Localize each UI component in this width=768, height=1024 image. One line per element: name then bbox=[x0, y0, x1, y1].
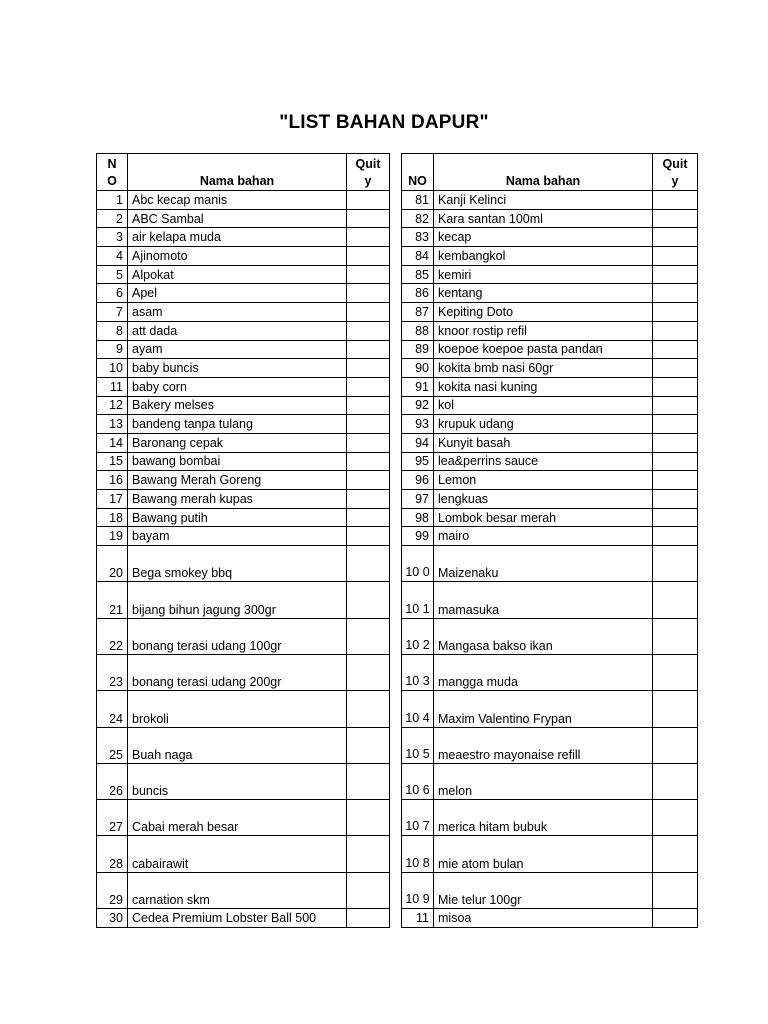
row-number: 92 bbox=[402, 396, 434, 415]
quantity-cell[interactable] bbox=[347, 209, 390, 228]
table-row bbox=[97, 228, 390, 247]
ingredient-name: bayam bbox=[128, 527, 347, 546]
quantity-cell[interactable] bbox=[653, 377, 698, 396]
ingredient-name: bonang terasi udang 100gr bbox=[128, 618, 347, 654]
quantity-cell[interactable] bbox=[347, 763, 390, 799]
quantity-cell[interactable] bbox=[653, 191, 698, 210]
quantity-cell[interactable] bbox=[347, 618, 390, 654]
quantity-cell[interactable] bbox=[653, 209, 698, 228]
quantity-cell[interactable] bbox=[653, 433, 698, 452]
quantity-cell[interactable] bbox=[653, 727, 698, 763]
quantity-cell[interactable] bbox=[347, 415, 390, 434]
row-number: 28 bbox=[97, 836, 128, 872]
ingredient-name: air kelapa muda bbox=[128, 228, 347, 247]
ingredient-name: mamasuka bbox=[434, 582, 653, 618]
ingredient-name: kembangkol bbox=[434, 247, 653, 266]
table-row bbox=[97, 527, 390, 546]
ingredient-name: Cabai merah besar bbox=[128, 800, 347, 836]
table-row bbox=[402, 191, 698, 210]
table-row bbox=[97, 618, 390, 654]
table-row bbox=[97, 691, 390, 727]
ingredient-name: Kanji Kelinci bbox=[434, 191, 653, 210]
quantity-cell[interactable] bbox=[653, 247, 698, 266]
row-number: 4 bbox=[97, 247, 128, 266]
quantity-cell[interactable] bbox=[653, 800, 698, 836]
table-row bbox=[402, 433, 698, 452]
table-row bbox=[97, 377, 390, 396]
row-number: 10 3 bbox=[402, 654, 434, 690]
ingredient-name: mie atom bulan bbox=[434, 836, 653, 872]
row-number: 29 bbox=[97, 872, 128, 908]
table-row bbox=[402, 654, 698, 690]
table-row bbox=[402, 763, 698, 799]
ingredient-name: att dada bbox=[128, 321, 347, 340]
ingredient-name: bonang terasi udang 200gr bbox=[128, 654, 347, 690]
table-row bbox=[402, 321, 698, 340]
table-row bbox=[97, 909, 390, 928]
row-number: 10 9 bbox=[402, 872, 434, 908]
ingredient-name: kentang bbox=[434, 284, 653, 303]
row-number: 18 bbox=[97, 508, 128, 527]
row-number: 10 4 bbox=[402, 691, 434, 727]
row-number: 24 bbox=[97, 691, 128, 727]
row-number: 1 bbox=[97, 191, 128, 210]
table-row bbox=[402, 247, 698, 266]
quantity-cell[interactable] bbox=[347, 727, 390, 763]
table-row bbox=[402, 508, 698, 527]
table-row bbox=[97, 508, 390, 527]
ingredient-name: Alpokat bbox=[128, 265, 347, 284]
table-row bbox=[402, 340, 698, 359]
ingredient-name: kemiri bbox=[434, 265, 653, 284]
quantity-cell[interactable] bbox=[347, 872, 390, 908]
row-number: 86 bbox=[402, 284, 434, 303]
table-row bbox=[97, 582, 390, 618]
row-number: 2 bbox=[97, 209, 128, 228]
quantity-cell[interactable] bbox=[653, 303, 698, 322]
ingredient-name: kokita bmb nasi 60gr bbox=[434, 359, 653, 378]
quantity-cell[interactable] bbox=[653, 546, 698, 582]
ingredient-name: Abc kecap manis bbox=[128, 191, 347, 210]
row-number: 21 bbox=[97, 582, 128, 618]
ingredient-table-left bbox=[96, 153, 390, 928]
ingredient-name: Kara santan 100ml bbox=[434, 209, 653, 228]
quantity-cell[interactable] bbox=[653, 654, 698, 690]
quantity-cell[interactable] bbox=[653, 490, 698, 509]
ingredient-name: mangga muda bbox=[434, 654, 653, 690]
quantity-cell[interactable] bbox=[347, 527, 390, 546]
row-number: 9 bbox=[97, 340, 128, 359]
row-number: 96 bbox=[402, 471, 434, 490]
row-number: 10 bbox=[97, 359, 128, 378]
table-row bbox=[97, 209, 390, 228]
quantity-cell[interactable] bbox=[653, 340, 698, 359]
ingredient-name: misoa bbox=[434, 909, 653, 928]
row-number: 8 bbox=[97, 321, 128, 340]
row-number: 87 bbox=[402, 303, 434, 322]
ingredient-name: Kunyit basah bbox=[434, 433, 653, 452]
header-qty: Quit y bbox=[347, 154, 390, 191]
ingredient-name: Lemon bbox=[434, 471, 653, 490]
table-row bbox=[97, 763, 390, 799]
table-row bbox=[97, 415, 390, 434]
quantity-cell[interactable] bbox=[347, 359, 390, 378]
ingredient-name: bijang bihun jagung 300gr bbox=[128, 582, 347, 618]
row-number: 95 bbox=[402, 452, 434, 471]
ingredient-name: Mie telur 100gr bbox=[434, 872, 653, 908]
ingredient-name: bandeng tanpa tulang bbox=[128, 415, 347, 434]
row-number: 16 bbox=[97, 471, 128, 490]
quantity-cell[interactable] bbox=[653, 452, 698, 471]
row-number: 97 bbox=[402, 490, 434, 509]
row-number: 3 bbox=[97, 228, 128, 247]
header-no: NO bbox=[402, 154, 434, 191]
table-row bbox=[402, 909, 698, 928]
quantity-cell[interactable] bbox=[653, 527, 698, 546]
ingredient-name: lengkuas bbox=[434, 490, 653, 509]
ingredient-name: Apel bbox=[128, 284, 347, 303]
quantity-cell[interactable] bbox=[653, 284, 698, 303]
quantity-cell[interactable] bbox=[347, 546, 390, 582]
row-number: 99 bbox=[402, 527, 434, 546]
ingredient-name: Buah naga bbox=[128, 727, 347, 763]
row-number: 93 bbox=[402, 415, 434, 434]
table-row bbox=[97, 800, 390, 836]
table-row bbox=[402, 872, 698, 908]
table-row bbox=[402, 582, 698, 618]
quantity-cell[interactable] bbox=[347, 228, 390, 247]
row-number: 13 bbox=[97, 415, 128, 434]
table-row bbox=[402, 377, 698, 396]
row-number: 10 6 bbox=[402, 763, 434, 799]
quantity-cell[interactable] bbox=[347, 691, 390, 727]
row-number: 27 bbox=[97, 800, 128, 836]
ingredient-name: brokoli bbox=[128, 691, 347, 727]
row-number: 20 bbox=[97, 546, 128, 582]
table-row bbox=[97, 872, 390, 908]
table-row bbox=[402, 836, 698, 872]
table-row bbox=[402, 618, 698, 654]
row-number: 14 bbox=[97, 433, 128, 452]
table-row bbox=[97, 836, 390, 872]
row-number: 10 7 bbox=[402, 800, 434, 836]
quantity-cell[interactable] bbox=[653, 618, 698, 654]
row-number: 23 bbox=[97, 654, 128, 690]
ingredient-name: kol bbox=[434, 396, 653, 415]
row-number: 15 bbox=[97, 452, 128, 471]
table-row bbox=[97, 284, 390, 303]
ingredient-name: Bega smokey bbq bbox=[128, 546, 347, 582]
row-number: 89 bbox=[402, 340, 434, 359]
ingredient-name: koepoe koepoe pasta pandan bbox=[434, 340, 653, 359]
header-name: Nama bahan bbox=[128, 154, 347, 191]
table-row bbox=[402, 415, 698, 434]
row-number: 88 bbox=[402, 321, 434, 340]
ingredient-name: Ajinomoto bbox=[128, 247, 347, 266]
quantity-cell[interactable] bbox=[653, 228, 698, 247]
header-qty: Quit y bbox=[653, 154, 698, 191]
table-row bbox=[402, 546, 698, 582]
table-row bbox=[402, 490, 698, 509]
quantity-cell[interactable] bbox=[653, 691, 698, 727]
ingredient-name: baby corn bbox=[128, 377, 347, 396]
quantity-cell[interactable] bbox=[653, 359, 698, 378]
quantity-cell[interactable] bbox=[347, 284, 390, 303]
table-row bbox=[97, 546, 390, 582]
row-number: 26 bbox=[97, 763, 128, 799]
row-number: 11 bbox=[97, 377, 128, 396]
ingredient-name: ABC Sambal bbox=[128, 209, 347, 228]
quantity-cell[interactable] bbox=[653, 836, 698, 872]
ingredient-name: asam bbox=[128, 303, 347, 322]
table-row bbox=[97, 654, 390, 690]
quantity-cell[interactable] bbox=[653, 265, 698, 284]
row-number: 22 bbox=[97, 618, 128, 654]
ingredient-table-right bbox=[401, 153, 698, 928]
table-row bbox=[97, 321, 390, 340]
row-number: 84 bbox=[402, 247, 434, 266]
header-name: Nama bahan bbox=[434, 154, 653, 191]
table-row bbox=[402, 228, 698, 247]
row-number: 30 bbox=[97, 909, 128, 928]
quantity-cell[interactable] bbox=[347, 909, 390, 928]
quantity-cell[interactable] bbox=[653, 872, 698, 908]
row-number: 90 bbox=[402, 359, 434, 378]
ingredient-name: kecap bbox=[434, 228, 653, 247]
ingredient-name: Mangasa bakso ikan bbox=[434, 618, 653, 654]
ingredient-name: Kepiting Doto bbox=[434, 303, 653, 322]
header-no: N O bbox=[97, 154, 128, 191]
ingredient-name: knoor rostip refil bbox=[434, 321, 653, 340]
quantity-cell[interactable] bbox=[347, 800, 390, 836]
row-number: 10 5 bbox=[402, 727, 434, 763]
ingredient-name: kokita nasi kuning bbox=[434, 377, 653, 396]
table-row bbox=[402, 471, 698, 490]
ingredient-name: meaestro mayonaise refill bbox=[434, 727, 653, 763]
ingredient-name: ayam bbox=[128, 340, 347, 359]
ingredient-name: krupuk udang bbox=[434, 415, 653, 434]
table-row bbox=[402, 452, 698, 471]
quantity-cell[interactable] bbox=[347, 582, 390, 618]
row-number: 25 bbox=[97, 727, 128, 763]
table-row bbox=[97, 433, 390, 452]
quantity-cell[interactable] bbox=[653, 909, 698, 928]
quantity-cell[interactable] bbox=[347, 508, 390, 527]
row-number: 81 bbox=[402, 191, 434, 210]
ingredient-name: melon bbox=[434, 763, 653, 799]
quantity-cell[interactable] bbox=[653, 508, 698, 527]
quantity-cell[interactable] bbox=[653, 582, 698, 618]
table-row bbox=[97, 490, 390, 509]
table-row bbox=[97, 452, 390, 471]
quantity-cell[interactable] bbox=[653, 396, 698, 415]
row-number: 82 bbox=[402, 209, 434, 228]
quantity-cell[interactable] bbox=[347, 321, 390, 340]
quantity-cell[interactable] bbox=[347, 247, 390, 266]
quantity-cell[interactable] bbox=[653, 763, 698, 799]
ingredient-name: Bawang Merah Goreng bbox=[128, 471, 347, 490]
row-number: 10 2 bbox=[402, 618, 434, 654]
table-row bbox=[97, 247, 390, 266]
table-row bbox=[97, 303, 390, 322]
row-number: 85 bbox=[402, 265, 434, 284]
quantity-cell[interactable] bbox=[347, 654, 390, 690]
quantity-cell[interactable] bbox=[653, 471, 698, 490]
row-number: 6 bbox=[97, 284, 128, 303]
quantity-cell[interactable] bbox=[347, 471, 390, 490]
table-header-row bbox=[402, 154, 698, 191]
row-number: 10 0 bbox=[402, 546, 434, 582]
ingredient-name: Bakery melses bbox=[128, 396, 347, 415]
ingredient-name: buncis bbox=[128, 763, 347, 799]
quantity-cell[interactable] bbox=[653, 321, 698, 340]
table-row bbox=[402, 303, 698, 322]
ingredient-name: Lombok besar merah bbox=[434, 508, 653, 527]
row-number: 10 8 bbox=[402, 836, 434, 872]
ingredient-name: cabairawit bbox=[128, 836, 347, 872]
table-row bbox=[402, 800, 698, 836]
ingredient-name: carnation skm bbox=[128, 872, 347, 908]
quantity-cell[interactable] bbox=[347, 303, 390, 322]
row-number: 12 bbox=[97, 396, 128, 415]
ingredient-name: bawang bombai bbox=[128, 452, 347, 471]
row-number: 98 bbox=[402, 508, 434, 527]
table-row bbox=[97, 727, 390, 763]
row-number: 5 bbox=[97, 265, 128, 284]
table-row bbox=[402, 265, 698, 284]
table-row bbox=[402, 284, 698, 303]
ingredient-name: Baronang cepak bbox=[128, 433, 347, 452]
table-row bbox=[97, 191, 390, 210]
table-row bbox=[97, 359, 390, 378]
quantity-cell[interactable] bbox=[347, 377, 390, 396]
table-row bbox=[97, 471, 390, 490]
row-number: 11 bbox=[402, 909, 434, 928]
row-number: 7 bbox=[97, 303, 128, 322]
ingredient-name: Maizenaku bbox=[434, 546, 653, 582]
quantity-cell[interactable] bbox=[347, 191, 390, 210]
row-number: 19 bbox=[97, 527, 128, 546]
table-header-row bbox=[97, 154, 390, 191]
row-number: 94 bbox=[402, 433, 434, 452]
table-row bbox=[402, 359, 698, 378]
table-row bbox=[97, 396, 390, 415]
ingredient-name: merica hitam bubuk bbox=[434, 800, 653, 836]
ingredient-name: Bawang merah kupas bbox=[128, 490, 347, 509]
table-row bbox=[402, 396, 698, 415]
row-number: 83 bbox=[402, 228, 434, 247]
quantity-cell[interactable] bbox=[347, 340, 390, 359]
ingredient-name: baby buncis bbox=[128, 359, 347, 378]
row-number: 91 bbox=[402, 377, 434, 396]
quantity-cell[interactable] bbox=[347, 433, 390, 452]
page-title: "LIST BAHAN DAPUR" bbox=[279, 112, 489, 133]
row-number: 10 1 bbox=[402, 582, 434, 618]
quantity-cell[interactable] bbox=[347, 396, 390, 415]
quantity-cell[interactable] bbox=[347, 265, 390, 284]
table-row bbox=[402, 691, 698, 727]
quantity-cell[interactable] bbox=[653, 415, 698, 434]
quantity-cell[interactable] bbox=[347, 836, 390, 872]
ingredient-name: lea&perrins sauce bbox=[434, 452, 653, 471]
ingredient-name: Maxim Valentino Frypan bbox=[434, 691, 653, 727]
ingredient-name: mairo bbox=[434, 527, 653, 546]
quantity-cell[interactable] bbox=[347, 452, 390, 471]
ingredient-name: Bawang putih bbox=[128, 508, 347, 527]
row-number: 17 bbox=[97, 490, 128, 509]
quantity-cell[interactable] bbox=[347, 490, 390, 509]
table-row bbox=[97, 340, 390, 359]
ingredient-name: Cedea Premium Lobster Ball 500 bbox=[128, 909, 347, 928]
table-row bbox=[402, 727, 698, 763]
table-row bbox=[402, 209, 698, 228]
table-row bbox=[402, 527, 698, 546]
table-row bbox=[97, 265, 390, 284]
